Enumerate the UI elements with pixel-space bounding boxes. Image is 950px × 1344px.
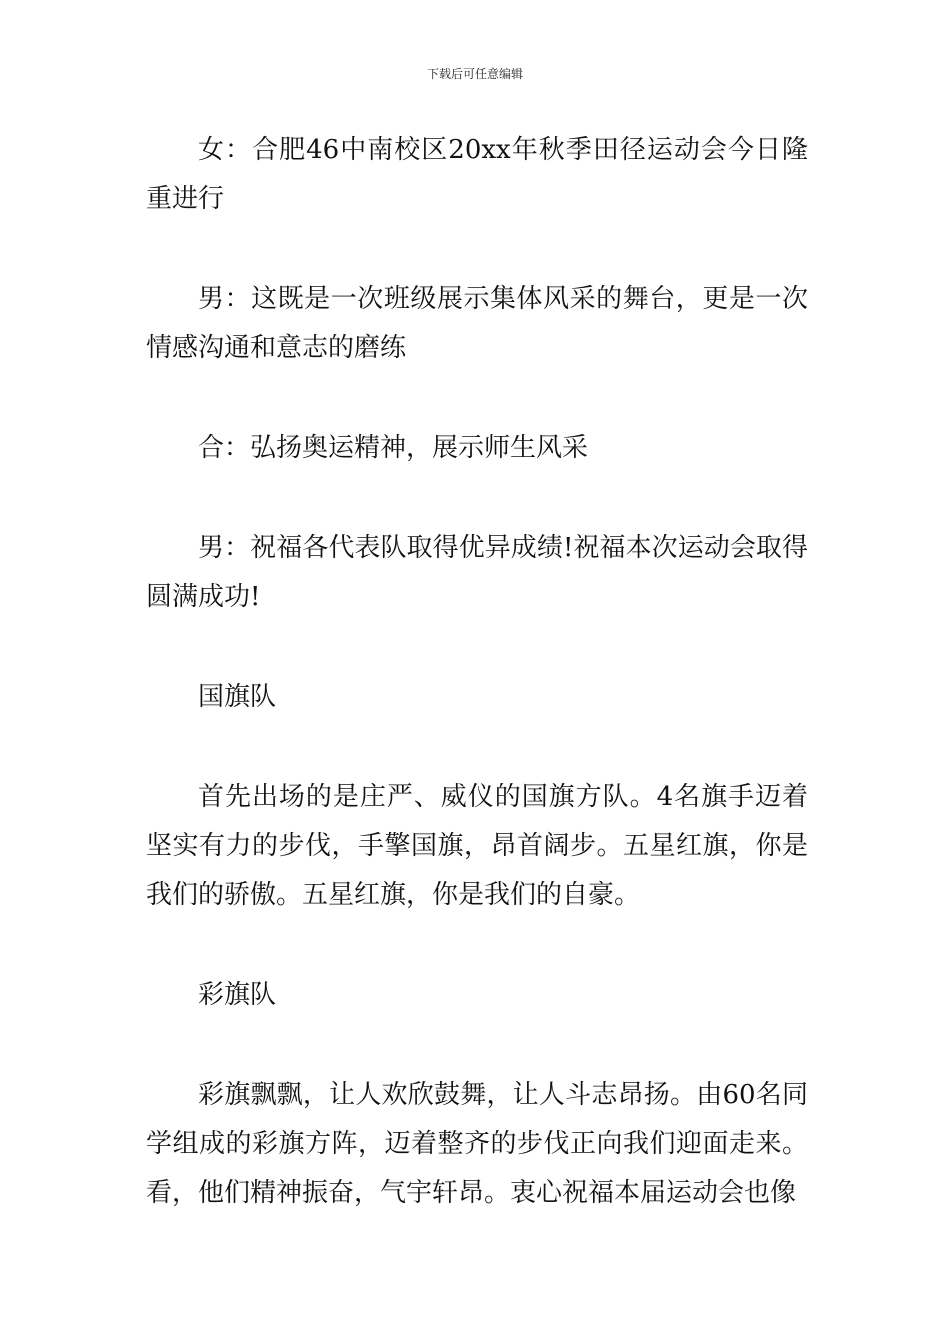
section-heading-color-flag-team: 彩旗队 bbox=[198, 980, 277, 1010]
paragraph-color-flag-team: 彩旗飘飘，让人欢欣鼓舞，让人斗志昂扬。由60名同学组成的彩旗方阵，迈着整齐的步伐正向我们迎面走来。看，他们精神振奋，气宇轩昂。衷心祝福本届运动会也像 bbox=[146, 1080, 808, 1208]
paragraph-male-host-intro: 男：这既是一次班级展示集体风采的舞台，更是一次情感沟通和意志的磨练 bbox=[146, 284, 808, 363]
page-header: 下载后可任意编辑 bbox=[426, 67, 523, 81]
paragraph-male-host-wishes: 男：祝福各代表队取得优异成绩!祝福本次运动会取得圆满成功! bbox=[146, 533, 808, 612]
paragraph-female-host-opening: 女：合肥46中南校区20xx年秋季田径运动会今日隆重进行 bbox=[146, 135, 808, 214]
paragraph-together-slogan: 合：弘扬奥运精神，展示师生风采 bbox=[198, 433, 589, 463]
section-heading-national-flag-team: 国旗队 bbox=[198, 682, 277, 712]
document-body bbox=[146, 126, 808, 1218]
paragraph-national-flag-team: 首先出场的是庄严、威仪的国旗方队。4名旗手迈着坚实有力的步伐，手擎国旗，昂首阔步。五星红旗，你是我们的骄傲。五星红旗，你是我们的自豪。 bbox=[146, 782, 808, 910]
